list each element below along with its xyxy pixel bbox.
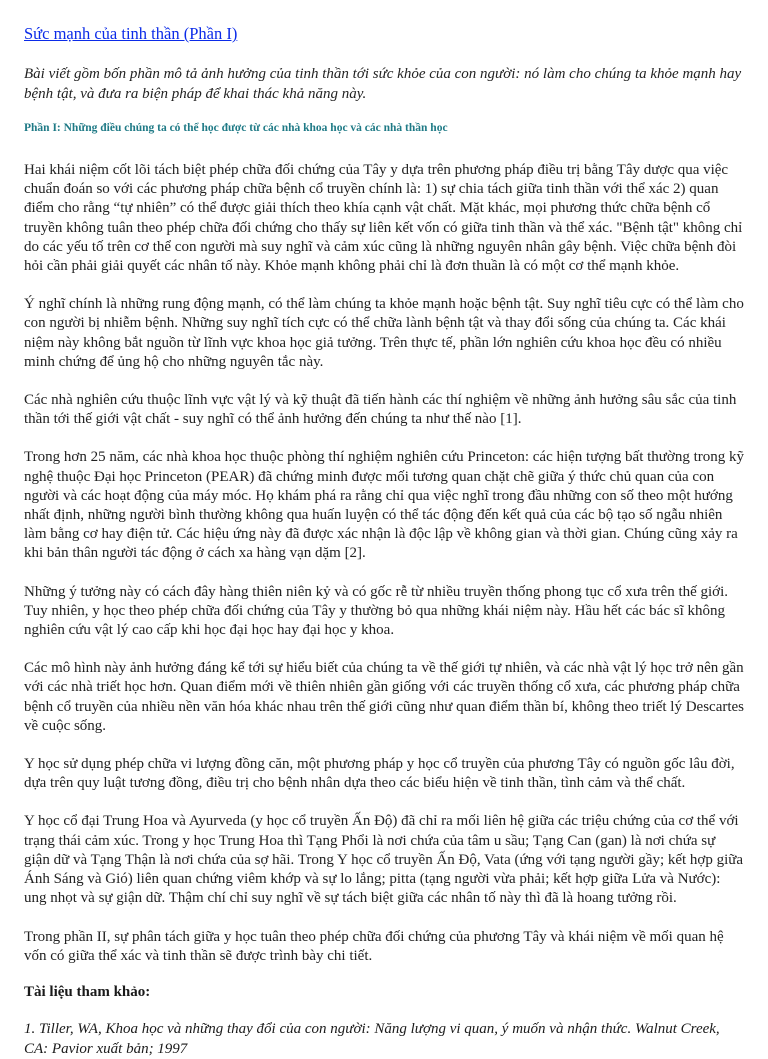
section-heading: Phần I: Những điều chúng ta có thể học được từ các nhà khoa học và các nhà thần học <box>24 122 448 134</box>
paragraph-2: Ý nghĩ chính là những rung động mạnh, có thể làm chúng ta khỏe mạnh hoặc bệnh tật. Suy nghĩ tiêu cực có thể làm cho con người bị nhiễm bệnh. Những suy nghĩ tích cực có thể chữa lành bệnh tật và thay đổi sống của chúng ta. Các khái niệm này không bắt nguồn từ lĩnh vực khoa học giả tưởng. Trên thực tế, phần lớn nghiên cứu khoa học đều có nhiều minh chứng để ủng hộ cho những nguyên tắc này. <box>24 296 744 370</box>
paragraph-8: Y học cổ đại Trung Hoa và Ayurveda (y học cổ truyền Ấn Độ) đã chỉ ra mối liên hệ giữa các triệu chứng của cơ thể với trạng thái cảm xúc. Trong y học Trung Hoa thì Tạng Phổi là nơi chứa của tâm u sầu; Tạng Can (gan) là nơi chứa sự giận dữ và Tạng Thận là nơi chứa của sợ hãi. Trong Y học cổ truyền Ấn Độ, Vata (ứng với tạng người gầy; kết hợp giữa Ánh Sáng và Gió) liên quan chứng viêm khớp và sự lo lắng; pitta (tạng người vừa phải; kết hợp giữa Lửa và Nước): ung nhọt và sự giận dữ. Thậm chí chỉ suy nghĩ về sự tách biệt giữa các nhân tố này thì đã là hoang tưởng rồi. <box>24 813 744 907</box>
paragraph-4: Trong hơn 25 năm, các nhà khoa học thuộc phòng thí nghiệm nghiên cứu Princeton: các hiện tượng bất thường trong kỹ nghệ thuộc Đại học Princeton (PEAR) đã chứng minh được mối tương quan chặt chẽ giữa ý thức chủ quan của con người và các hoạt động của máy móc. Họ khám phá ra rằng chỉ qua việc nghĩ trong đầu những con số theo một hướng nhất định, những người bình thường không qua huấn luyện có thể tác động đến kết quả của các bộ tạo số ngẫu nhiên làm bằng cơ hay điện tử. Các hiệu ứng này đã được xác nhận là độc lập về không gian và thời gian. Chúng cũng xảy ra khi bản thân người tác động ở cách xa hàng vạn dặm [2]. <box>24 449 744 562</box>
paragraph-6: Các mô hình này ảnh hưởng đáng kể tới sự hiểu biết của chúng ta về thế giới tự nhiên, và các nhà vật lý học trở nên gần với các nhà triết học hơn. Quan điểm mới về thiên nhiên gần giống với các truyền thống cổ xưa, các phương pháp chữa bệnh cổ truyền của nhiều nền văn hóa khác nhau trên thế giới cũng như quan điểm thần bí, không theo triết lý Descartes về cuộc sống. <box>24 660 745 734</box>
paragraph-1: Hai khái niệm cốt lõi tách biệt phép chữa đối chứng của Tây y dựa trên phương pháp điều trị bằng Tây dược qua việc chuẩn đoán so với các phương pháp chữa bệnh cổ truyền chính là: 1) sự chia tách giữa tinh thần với thể xác 2) quan điểm cho rằng “tự nhiên” có thể được giải thích theo khía cạnh vật chất. Mặt khác, mọi phương thức chữa bệnh cổ truyền không tuân theo phép chữa đối chứng cho thấy sự liên kết vốn có giữa tinh thần và thể xác. "Bệnh tật" không chỉ do các yếu tố trên cơ thể con người mà suy nghĩ và cảm xúc cũng là những nguyên nhân gây bệnh. Việc chữa bệnh đòi hỏi cần phải giải quyết các nhân tố này. Khỏe mạnh không phải chỉ là đơn thuần là có một cơ thể mạnh khỏe. <box>24 162 743 275</box>
reference-item: 1. Tiller, WA, Khoa học và những thay đổi của con người: Năng lượng vi quan, ý muốn và nhận thức. Walnut Creek, CA: Pavior xuất bản; 1997 <box>24 1020 720 1057</box>
paragraph-3: Các nhà nghiên cứu thuộc lĩnh vực vật lý và kỹ thuật đã tiến hành các thí nghiệm về những ảnh hưởng sâu sắc của tinh thần tới thế giới vật chất - suy nghĩ có thể ảnh hưởng đến chúng ta như thế nào [1]. <box>24 392 737 428</box>
paragraph-9: Trong phần II, sự phân tách giữa y học tuân theo phép chữa đối chứng của phương Tây và khái niệm về mối quan hệ vốn có giữa thể xác và tinh thần sẽ được trình bày chi tiết. <box>24 928 724 964</box>
paragraph-5: Những ý tưởng này có cách đây hàng thiên niên kỷ và có gốc rễ từ nhiều truyền thống phong tục cổ xưa trên thế giới. Tuy nhiên, y học theo phép chữa đối chứng của Tây y thường bỏ qua những khái niệm này. Hầu hết các bác sĩ không nghiên cứu vật lý cao cấp khi học đại học hay đại học y khoa. <box>24 583 729 639</box>
paragraph-7: Y học sử dụng phép chữa vi lượng đồng căn, một phương pháp y học cổ truyền của phương Tây có nguồn gốc lâu đời, dựa trên quy luật tương đồng, điều trị cho bệnh nhân dựa theo các biểu hiện về tinh thần, tình cảm và thể chất. <box>24 756 735 792</box>
article-intro: Bài viết gồm bốn phần mô tả ảnh hưởng của tinh thần tới sức khỏe của con người: nó làm cho chúng ta khỏe mạnh hay bệnh tật, và đưa ra biện pháp để khai thác khả năng này. <box>24 66 742 102</box>
article-title-link[interactable]: Sức mạnh của tinh thần (Phần I) <box>24 24 238 43</box>
references-heading: Tài liệu tham khảo: <box>24 983 151 1000</box>
